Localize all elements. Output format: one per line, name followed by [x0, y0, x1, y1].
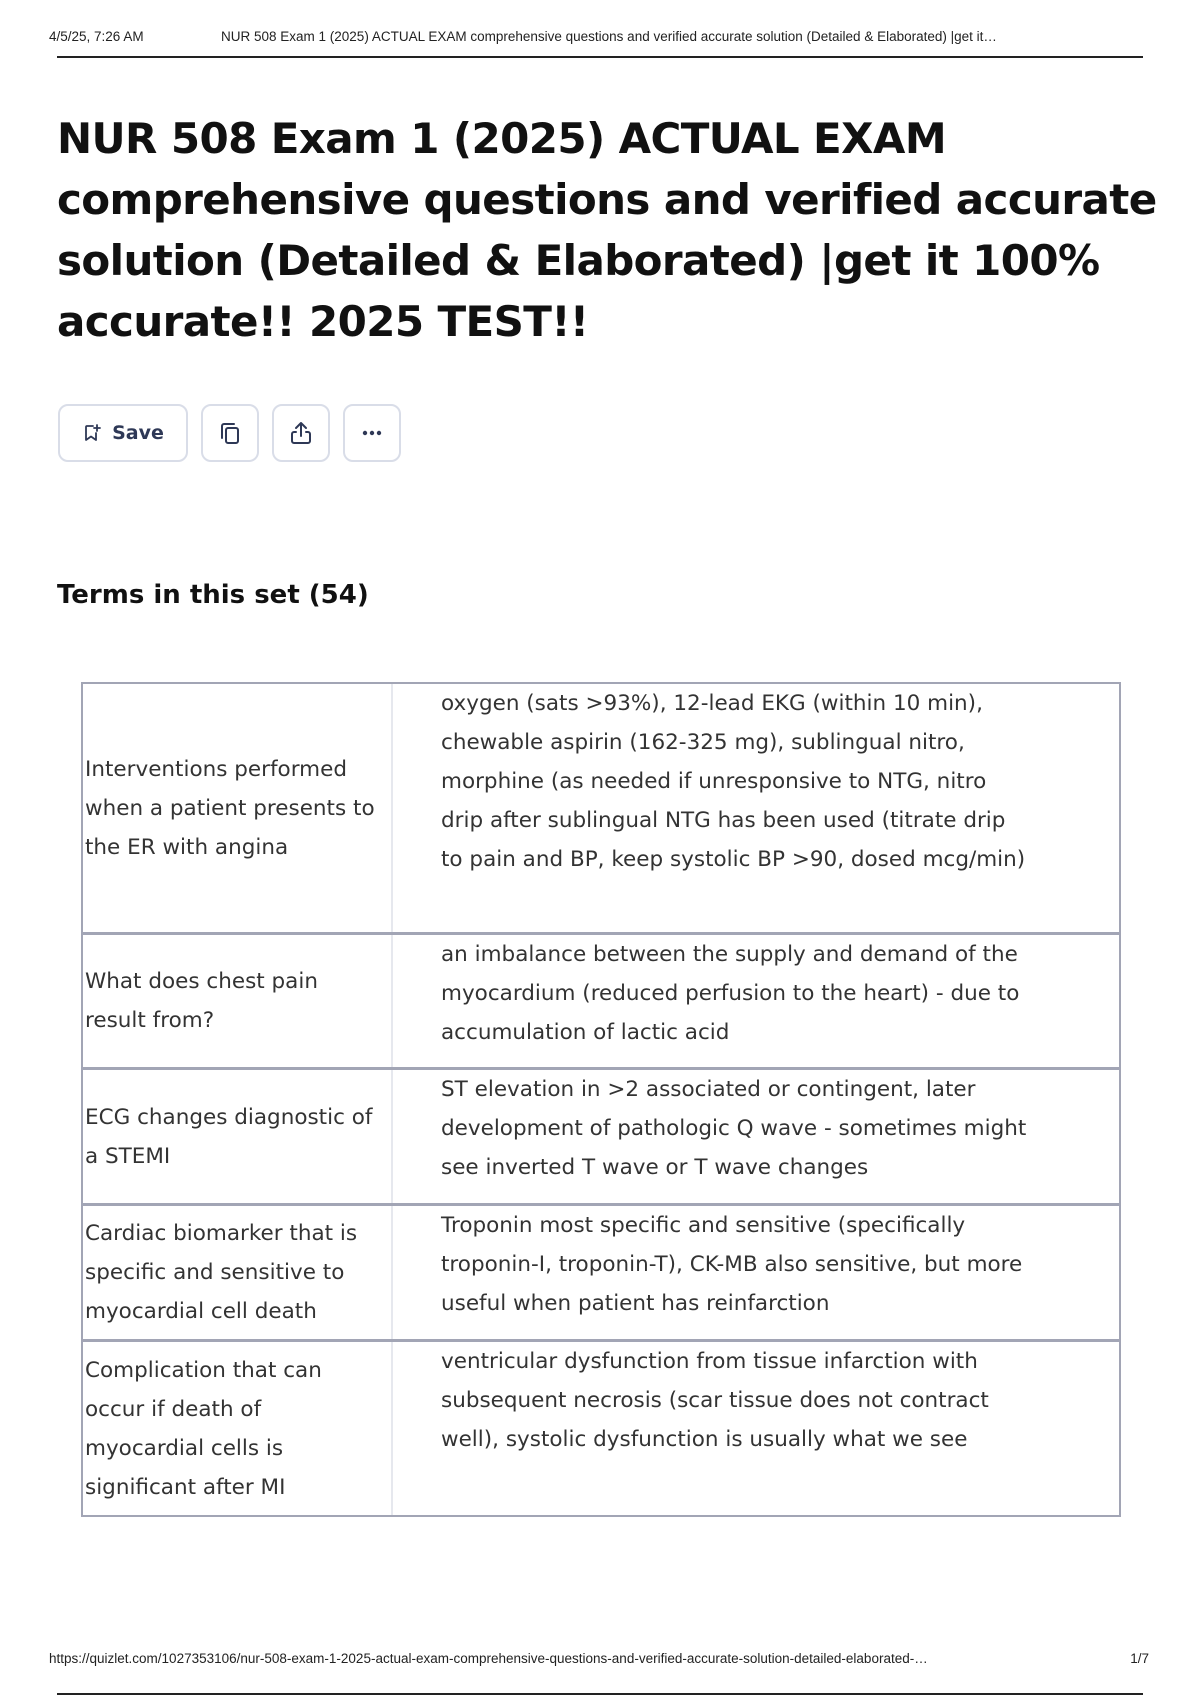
page-url: https://quizlet.com/1027353106/nur-508-exam-1-2025-actual-exam-comprehensive-questions-and-verified-accurate-solution-detailed-elaborated-…	[49, 1651, 928, 1666]
term-row	[83, 1206, 1119, 1342]
term-cell: ECG changes diagnostic of a STEMI	[83, 1070, 393, 1203]
definition-cell: oxygen (sats >93%), 12-lead EKG (within 10 min), chewable aspirin (162-325 mg), sublingual nitro, morphine (as needed if unresponsive to NTG, nitro drip after sublingual NTG has been used (titrate drip to pain and BP, keep systolic BP >90, dosed mcg/min)	[441, 691, 1026, 872]
more-icon	[358, 419, 386, 447]
term-row	[83, 1070, 1119, 1206]
copy-icon	[216, 419, 244, 447]
print-header	[49, 29, 1149, 44]
definition-cell: Troponin most specific and sensitive (specifically troponin-I, troponin-T), CK-MB also sensitive, but more useful when patient has reinfarction	[441, 1213, 1023, 1316]
header-divider	[57, 56, 1143, 58]
save-button-label: Save	[112, 422, 164, 444]
term-cell: Complication that can occur if death of myocardial cells is significant after MI	[83, 1342, 393, 1515]
share-button[interactable]	[272, 404, 330, 462]
term-cell: What does chest pain result from?	[83, 935, 393, 1067]
term-cell: Interventions performed when a patient presents to the ER with angina	[83, 684, 393, 932]
definition-cell: ST elevation in >2 associated or contingent, later development of pathologic Q wave - sometimes might see inverted T wave or T wave changes	[441, 1077, 1027, 1180]
footer-divider	[57, 1693, 1143, 1695]
print-document-title: NUR 508 Exam 1 (2025) ACTUAL EXAM comprehensive questions and verified accurate solution (Detailed & Elaborated) |get it…	[221, 29, 997, 44]
share-icon	[287, 419, 315, 447]
terms-table	[81, 682, 1121, 1517]
more-options-button[interactable]	[343, 404, 401, 462]
bookmark-add-icon	[82, 423, 102, 443]
save-button[interactable]	[58, 404, 188, 462]
copy-button[interactable]	[201, 404, 259, 462]
term-row	[83, 935, 1119, 1070]
term-row	[83, 1342, 1119, 1515]
page-title: NUR 508 Exam 1 (2025) ACTUAL EXAM comprehensive questions and verified accurate solution (Detailed & Elaborated) |get it 100% accurate!! 2025 TEST!!	[57, 114, 1157, 346]
definition-cell: ventricular dysfunction from tissue infarction with subsequent necrosis (scar tissue does not contract well), systolic dysfunction is usually what we see	[441, 1349, 989, 1452]
print-date: 4/5/25, 7:26 AM	[49, 29, 144, 44]
term-cell: Cardiac biomarker that is specific and sensitive to myocardial cell death	[83, 1206, 393, 1339]
set-actions-toolbar	[58, 404, 401, 462]
terms-heading: Terms in this set (54)	[57, 580, 369, 610]
page-number: 1/7	[1130, 1651, 1149, 1666]
definition-cell: an imbalance between the supply and demand of the myocardium (reduced perfusion to the heart) - due to accumulation of lactic acid	[441, 942, 1020, 1045]
print-footer	[49, 1651, 1159, 1666]
term-row	[83, 684, 1119, 935]
